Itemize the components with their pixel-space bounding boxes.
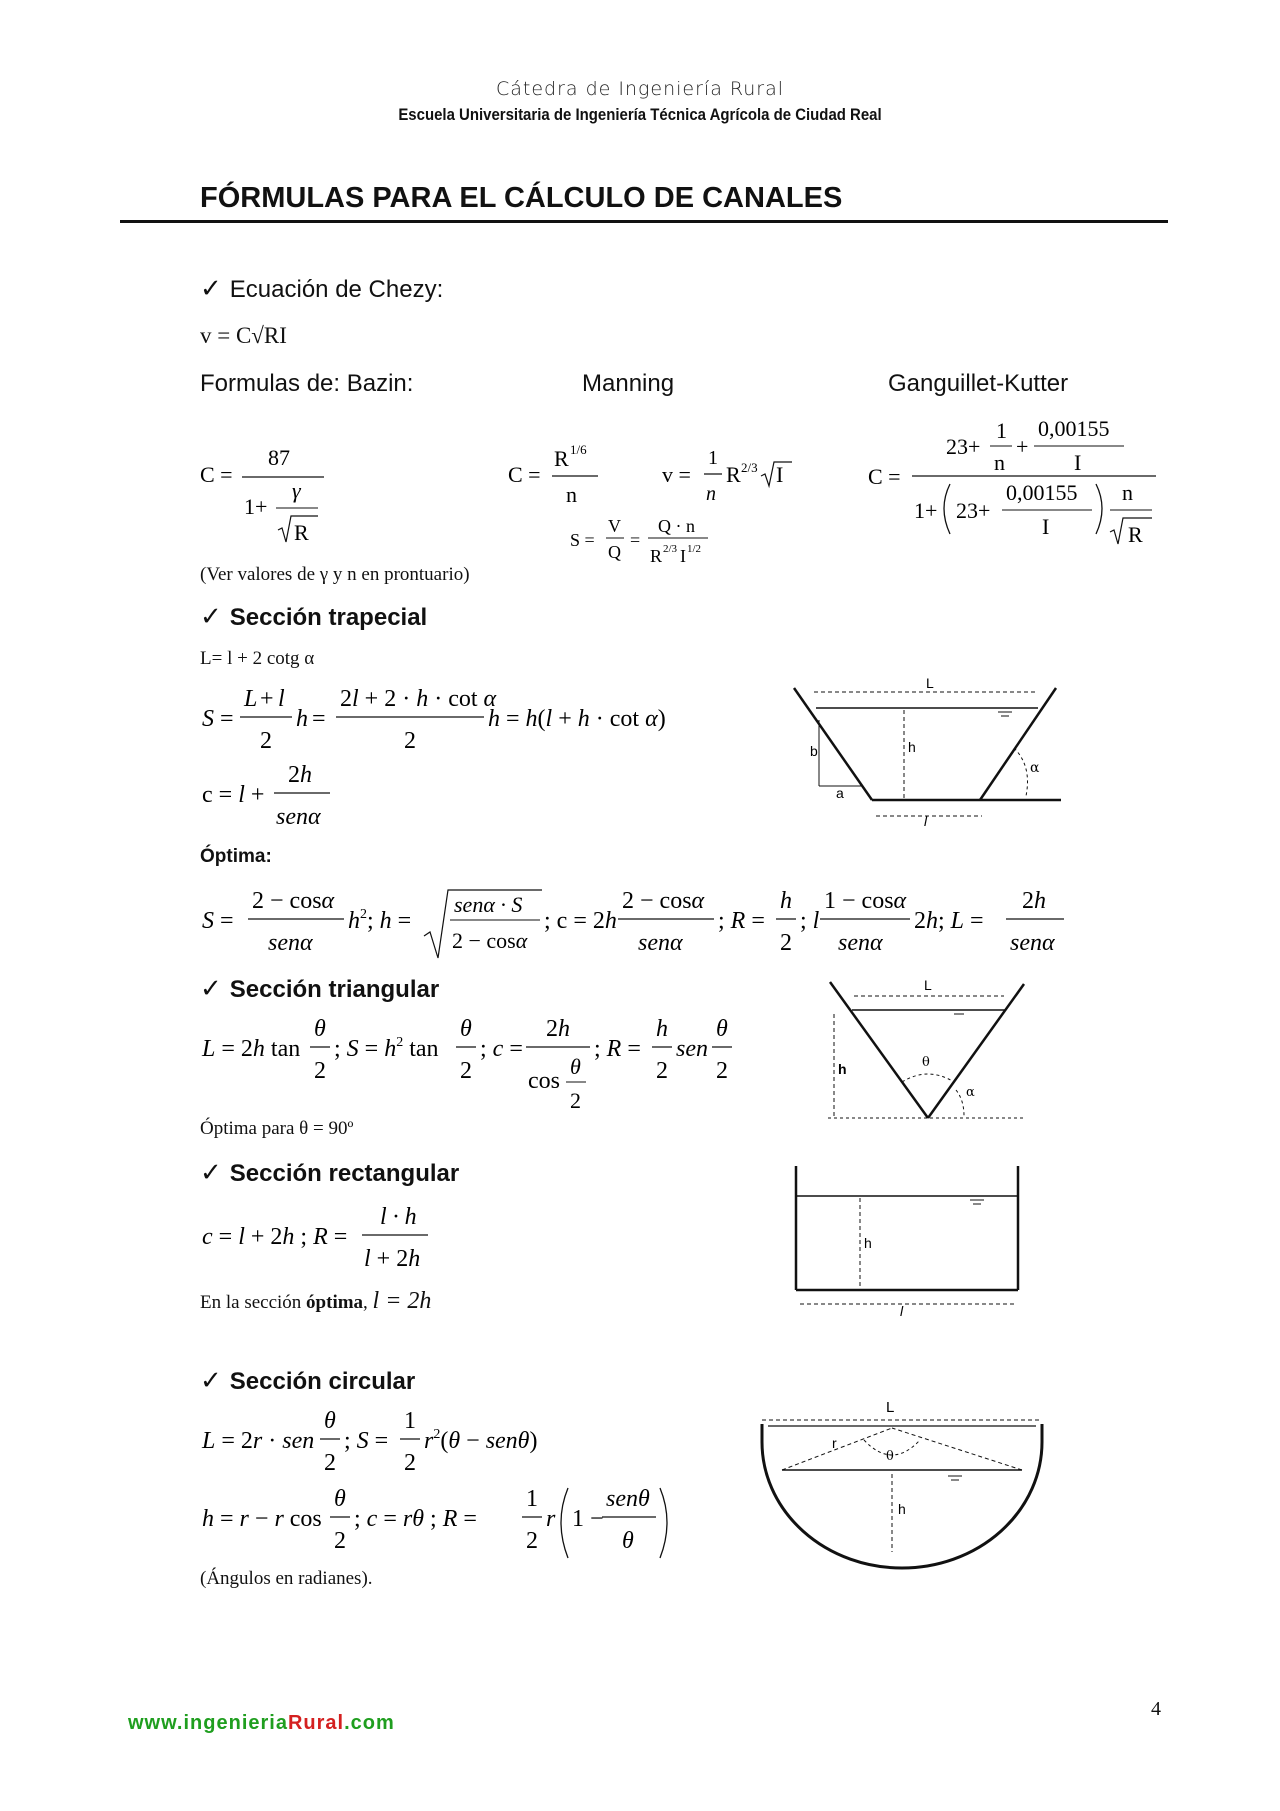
header-chair: Cátedra de Ingeniería Rural: [495, 78, 785, 100]
svg-text:Q · n: Q · n: [658, 516, 695, 536]
link-part-3: .com: [344, 1712, 395, 1734]
triangular-optima-note: Óptima para θ = 90º: [200, 1118, 354, 1139]
svg-text:2/3: 2/3: [663, 543, 678, 555]
circular-formula-1: [198, 1404, 578, 1484]
chezy-note: (Ver valores de γ y n en prontuario): [200, 564, 470, 585]
triangular-heading-text: Sección triangular: [229, 976, 440, 1003]
svg-text:=: =: [630, 530, 641, 550]
kutter-formula: [866, 412, 1166, 552]
svg-text:h2; h =: $h^2$; h =: [348, 907, 412, 934]
triangular-heading: [200, 974, 439, 1004]
svg-text:h: h: [864, 1235, 872, 1251]
svg-text:n: n: [566, 482, 577, 507]
svg-text:senα: senα: [1010, 930, 1055, 956]
svg-text:I: I: [776, 462, 784, 487]
svg-text:L: L: [244, 686, 258, 712]
check-icon: ✓: [200, 1158, 222, 1188]
svg-text:C =: C =: [200, 462, 233, 487]
svg-text:0,00155: 0,00155: [1006, 480, 1078, 505]
svg-text:h: h: [296, 706, 308, 732]
optima-label: Óptima:: [200, 846, 272, 867]
svg-text:α: α: [966, 1085, 975, 1100]
svg-text:2/3: 2/3: [741, 460, 758, 475]
svg-text:l: l: [900, 1303, 904, 1316]
svg-text:; R =: ; R =: [718, 908, 765, 934]
trapecial-L-formula: L= l + 2 cotg α: [200, 648, 315, 669]
triangle-figure: [824, 970, 1034, 1120]
svg-text:; S =: ; S =: [344, 1428, 389, 1454]
svg-text:V: V: [608, 516, 621, 536]
check-icon: ✓: [200, 1366, 222, 1396]
svg-text:I: I: [1042, 514, 1050, 539]
rectangle-figure: [790, 1166, 1030, 1316]
circle-figure: [752, 1390, 1052, 1570]
trapecial-heading: [200, 602, 427, 632]
svg-text:2l + 2 · h · cot α: 2l + 2 · h · cot α: [340, 686, 497, 712]
svg-text:h: h: [898, 1501, 906, 1517]
optima-prefix: En la sección: [200, 1292, 307, 1313]
svg-text:1: 1: [708, 447, 718, 469]
svg-text:α: α: [1030, 760, 1040, 776]
svg-text:S =: S =: [202, 908, 234, 934]
svg-text:L: L: [924, 977, 932, 993]
svg-text:; R =: ; R =: [594, 1036, 641, 1062]
svg-text:1/6: 1/6: [570, 442, 587, 457]
svg-text:R: R: [554, 446, 569, 471]
svg-text:h = h(l + h · cot α): h = h(l + h · cot α): [488, 706, 666, 732]
svg-text:R: R: [294, 520, 309, 545]
svg-text:r: r: [546, 1506, 556, 1532]
svg-text:2: 2: [404, 728, 416, 754]
svg-text:2h; L =: 2h; L =: [914, 908, 984, 934]
header-school: Escuela Universitaria de Ingeniería Técnica Agrícola de Ciudad Real: [398, 105, 882, 124]
svg-text:; S = h2 tan: ; $S = h^2$ tan: [334, 1035, 439, 1062]
svg-text:senα · S: senα · S: [454, 892, 523, 917]
check-icon: ✓: [200, 274, 222, 304]
svg-text:2: 2: [656, 1058, 668, 1084]
svg-text:senα: senα: [268, 930, 313, 956]
svg-text:2: 2: [570, 1088, 581, 1113]
fig-b-label: b: [810, 743, 818, 759]
svg-text:S =: S =: [570, 530, 595, 550]
svg-text:θ: θ: [570, 1054, 581, 1079]
manning-v-formula: [660, 444, 800, 514]
svg-text:+: +: [1016, 434, 1029, 459]
svg-text:senα: senα: [838, 930, 883, 956]
svg-text:r: r: [832, 1435, 837, 1451]
trapecial-c-formula: [198, 760, 358, 830]
check-icon: ✓: [200, 974, 222, 1004]
triangular-formula: [198, 1012, 758, 1122]
svg-text:1: 1: [404, 1408, 416, 1434]
svg-text:I: I: [1074, 450, 1082, 475]
svg-text:L: L: [926, 676, 934, 691]
svg-text:θ: θ: [886, 1449, 894, 1464]
website-link[interactable]: [128, 1712, 395, 1735]
svg-text:h: h: [838, 1061, 847, 1077]
svg-text:θ: θ: [922, 1055, 930, 1070]
optima-bold: óptima: [306, 1292, 364, 1313]
svg-text:h: h: [780, 888, 792, 914]
svg-text:2h: 2h: [546, 1016, 570, 1042]
bazin-formula: [196, 440, 336, 550]
svg-text:2h: 2h: [288, 762, 312, 788]
rectangular-heading-text: Sección rectangular: [229, 1160, 460, 1187]
svg-text:2: 2: [324, 1450, 336, 1476]
svg-text:θ: θ: [324, 1408, 336, 1434]
svg-text:87: 87: [268, 445, 290, 470]
svg-text:C =: C =: [868, 464, 901, 489]
circular-note: (Ángulos en radianes).: [200, 1568, 373, 1589]
rectangular-formula: [198, 1200, 458, 1280]
svg-text:R: R: [1128, 522, 1143, 547]
svg-text:1: 1: [996, 418, 1007, 443]
svg-text:r2(θ − senθ): $r^2(\theta - sen\theta)$: [424, 1427, 538, 1454]
svg-text:2 − cosα: 2 − cosα: [622, 888, 705, 914]
svg-text:l: l: [924, 813, 928, 826]
svg-text:n: n: [706, 483, 716, 505]
svg-text:sen: sen: [676, 1036, 708, 1062]
chezy-formula: v = C√RI: [200, 323, 287, 348]
fig-a-label: a: [836, 785, 844, 801]
optima-formula: l = 2h: [372, 1288, 432, 1314]
svg-text:2: 2: [780, 930, 792, 956]
page-number: 4: [1151, 1698, 1161, 1720]
manning-s-formula: [568, 514, 728, 574]
svg-text:v =: v =: [662, 462, 691, 487]
svg-text:l · h: l · h: [380, 1204, 417, 1230]
svg-text:2: 2: [334, 1528, 346, 1554]
trapecial-optima-formula: [198, 884, 1078, 964]
svg-text:1: 1: [526, 1486, 538, 1512]
link-part-1: www.ingenieria: [128, 1712, 288, 1734]
svg-text:I: I: [680, 546, 686, 566]
trapecial-S-formula: [198, 684, 678, 754]
svg-text:2 − cosα: 2 − cosα: [252, 888, 335, 914]
page-title: FÓRMULAS PARA EL CÁLCULO DE CANALES: [200, 182, 843, 214]
manning-label: Manning: [582, 370, 675, 397]
svg-text:h: h: [656, 1016, 668, 1042]
svg-text:γ: γ: [292, 478, 301, 503]
check-icon: ✓: [200, 602, 222, 632]
svg-text:1 −: 1 −: [572, 1506, 604, 1532]
svg-text:L = 2h tan: L = 2h tan: [202, 1036, 301, 1062]
rectangular-heading: [200, 1158, 459, 1188]
svg-text:senα: senα: [276, 804, 321, 830]
formulas-label: Formulas de: Bazin:: [200, 370, 414, 397]
svg-text:senθ: senθ: [606, 1486, 650, 1512]
svg-text:23+: 23+: [946, 434, 981, 459]
svg-text:23+: 23+: [956, 498, 991, 523]
trapezoid-figure: [786, 676, 1066, 826]
svg-text:n: n: [994, 450, 1005, 475]
svg-text:2 − cosα: 2 − cosα: [452, 928, 528, 953]
rectangular-optima-note: [200, 1288, 431, 1315]
svg-text:R: R: [650, 546, 663, 566]
svg-text:R: R: [726, 462, 741, 487]
svg-text:; c = 2h: ; c = 2h: [544, 908, 617, 934]
svg-text:θ: θ: [314, 1016, 326, 1042]
manning-c-formula: [506, 440, 606, 520]
svg-text:; c = rθ ; R =: ; c = rθ ; R =: [354, 1506, 477, 1532]
svg-text:θ: θ: [716, 1016, 728, 1042]
title-rule: [120, 220, 1168, 223]
svg-text:=: =: [220, 706, 234, 732]
svg-text:θ: θ: [334, 1486, 346, 1512]
circular-formula-2: [198, 1478, 698, 1568]
svg-text:2: 2: [260, 728, 272, 754]
circular-heading: [200, 1366, 415, 1396]
svg-text:; l: ; l: [800, 908, 820, 934]
svg-text:Q: Q: [608, 542, 621, 562]
kutter-label: Ganguillet-Kutter: [888, 370, 1069, 397]
chezy-heading: [200, 274, 443, 304]
svg-text:n: n: [1122, 480, 1133, 505]
svg-text:l: l: [278, 686, 285, 712]
circular-heading-text: Sección circular: [229, 1368, 416, 1395]
trapecial-heading-text: Sección trapecial: [229, 604, 428, 631]
svg-text:2h: 2h: [1022, 888, 1046, 914]
svg-text:1+: 1+: [914, 498, 938, 523]
svg-text:l + 2h: l + 2h: [364, 1246, 421, 1272]
svg-text:; c =: ; c =: [480, 1036, 523, 1062]
svg-text:2: 2: [460, 1058, 472, 1084]
svg-text:2: 2: [404, 1450, 416, 1476]
svg-text:S: S: [202, 706, 214, 732]
svg-text:C =: C =: [508, 462, 541, 487]
svg-text:senα: senα: [638, 930, 683, 956]
svg-text:2: 2: [526, 1528, 538, 1554]
svg-text:θ: θ: [460, 1016, 472, 1042]
svg-text:1/2: 1/2: [687, 543, 702, 555]
fig-L-label: L: [886, 1399, 895, 1416]
svg-text:h = r − r cos: h = r − r cos: [202, 1506, 322, 1532]
svg-text:1 − cosα: 1 − cosα: [824, 888, 907, 914]
svg-text:1+: 1+: [244, 494, 268, 519]
svg-text:L = 2r · sen: L = 2r · sen: [202, 1428, 315, 1454]
svg-text:=: =: [312, 706, 326, 732]
svg-text:2: 2: [716, 1058, 728, 1084]
svg-text:+: +: [260, 686, 274, 712]
svg-text:c = l +: c = l +: [202, 782, 265, 808]
svg-text:θ: θ: [622, 1528, 634, 1554]
svg-text:h: h: [908, 739, 916, 755]
svg-text:0,00155: 0,00155: [1038, 416, 1110, 441]
svg-text:cos: cos: [528, 1068, 560, 1094]
svg-text:c = l + 2h ; R =: c = l + 2h ; R =: [202, 1224, 348, 1250]
link-part-2: Rural: [287, 1712, 345, 1734]
svg-text:2: 2: [314, 1058, 326, 1084]
chezy-heading-text: Ecuación de Chezy:: [229, 276, 444, 303]
optima-suffix: ,: [363, 1292, 368, 1313]
